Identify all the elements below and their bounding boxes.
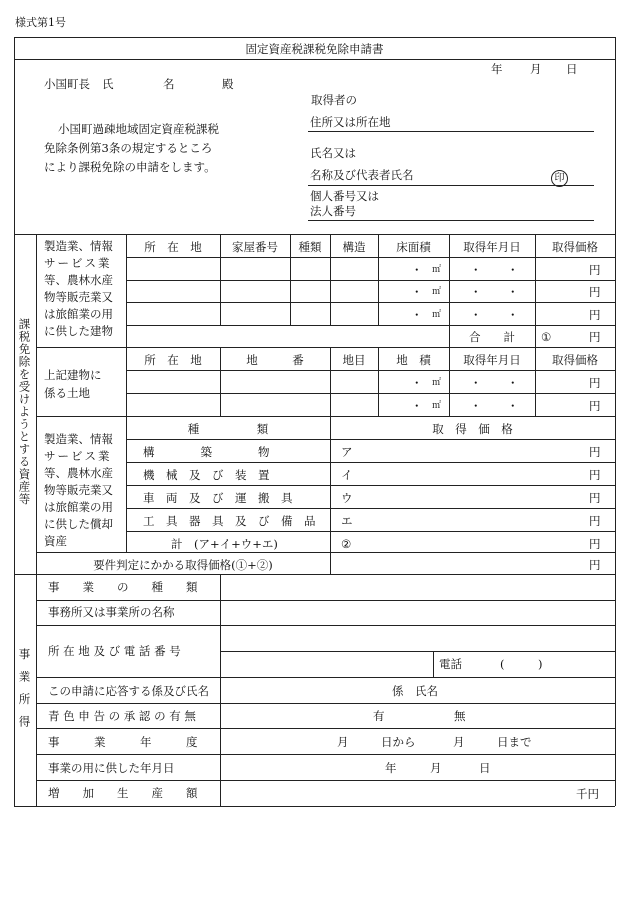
rule [433, 651, 434, 677]
date-year-label: 年 [491, 62, 503, 76]
use-date-year: 年 [385, 761, 397, 775]
yen-unit: 円 [589, 285, 601, 299]
date-dot: ・ [507, 376, 519, 390]
land-label-line: 上記建物に [44, 368, 102, 382]
yen-unit: 円 [589, 537, 601, 551]
asset-kind-mark: ウ [341, 491, 353, 505]
area-dot: ・ [411, 399, 423, 413]
business-row-label: 青 色 申 告 の 承 認 の 有 無 [48, 709, 196, 723]
building-header-structure: 構造 [342, 240, 366, 254]
date-day-label: 日 [566, 62, 578, 76]
rule [220, 347, 221, 416]
yen-unit: 円 [589, 558, 601, 572]
depreciable-total-label: 計 (ア+イ+ウ+エ) [171, 537, 278, 551]
land-label-line: 係る土地 [44, 386, 90, 400]
rule [14, 806, 615, 807]
phone-open-paren: ( [500, 657, 505, 671]
rule [14, 59, 615, 60]
area-unit: ㎡ [432, 401, 442, 411]
land-header-category: 地目 [342, 353, 366, 367]
date-dot: ・ [470, 308, 482, 322]
land-header-lot-number: 地 番 [246, 353, 304, 367]
depreciable-label-line: 物等販売業又 [44, 483, 113, 497]
rule [220, 651, 615, 652]
building-header-floor-area: 床面積 [396, 240, 431, 254]
yen-unit: 円 [589, 491, 601, 505]
contact-person-label: 係 氏名 [392, 684, 438, 698]
rule [36, 780, 615, 781]
form-title: 固定資産税課税免除申請書 [245, 42, 384, 56]
rule [126, 531, 615, 532]
fiscal-year-to-month: 月 [453, 735, 465, 749]
addressee-title: 小国町長 [44, 77, 90, 91]
increase-unit: 千円 [576, 787, 599, 801]
rule [126, 257, 615, 258]
rule [126, 370, 615, 371]
buildings-label-line: 等、農林水産 [44, 273, 113, 287]
fiscal-year-from-month: 月 [337, 735, 349, 749]
yen-unit: 円 [589, 399, 601, 413]
buildings-label-line: 製造業、情報 [44, 239, 113, 253]
rule [378, 347, 379, 416]
fiscal-year-from-day: 日から [381, 735, 416, 749]
rule [449, 234, 450, 347]
rule [36, 677, 615, 678]
date-dot: ・ [507, 308, 519, 322]
use-date-month: 月 [430, 761, 442, 775]
rule [126, 302, 615, 303]
acquirer-label: 取得者の [311, 93, 357, 107]
rule [126, 485, 615, 486]
depreciable-header-kind: 種 類 [187, 422, 269, 436]
yen-unit: 円 [589, 376, 601, 390]
seal-mark: 印 [551, 170, 568, 187]
area-dot: ・ [411, 263, 423, 277]
building-header-price: 取得価格 [552, 240, 598, 254]
area-unit: ㎡ [432, 378, 442, 388]
yen-unit: 円 [589, 263, 601, 277]
business-row-label: 増 加 生 産 額 [48, 786, 198, 800]
rule [126, 508, 615, 509]
yen-unit: 円 [589, 514, 601, 528]
addressee-mei: 名 [163, 77, 175, 91]
date-dot: ・ [470, 376, 482, 390]
date-dot: ・ [507, 399, 519, 413]
asset-kind-name: 構 築 物 [143, 445, 270, 459]
rule [126, 280, 615, 281]
rule [220, 234, 221, 325]
rule [36, 416, 615, 417]
assets-side-label: 課税免除を受けようとする資産等 [17, 318, 32, 506]
rule [220, 574, 221, 806]
body-text-line3: により課税免除の申請をします。 [44, 160, 216, 174]
asset-kind-name: 工 具 器 具 及 び 備 品 [143, 514, 316, 528]
date-dot: ・ [470, 263, 482, 277]
form-number: 様式第1号 [15, 16, 66, 29]
depreciable-header-price: 取 得 価 格 [432, 422, 513, 436]
approval-yes: 有 [373, 709, 385, 723]
address-label: 住所又は所在地 [310, 115, 391, 129]
phone-label: 電話 [439, 657, 462, 671]
business-row-label: 事 業 年 度 [48, 735, 198, 749]
business-row-label: 事 業 の 種 類 [48, 580, 198, 594]
date-dot: ・ [507, 285, 519, 299]
number-label-line2: 法人番号 [310, 204, 356, 218]
building-header-kind: 種類 [298, 240, 322, 254]
area-dot: ・ [411, 308, 423, 322]
body-text-line1: 小国町過疎地域固定資産税課税 [58, 122, 219, 136]
rule [126, 439, 615, 440]
building-header-location: 所 在 地 [144, 240, 202, 254]
name-label-line2: 名称及び代表者氏名 [310, 168, 414, 182]
fiscal-year-to-day: 日まで [497, 735, 532, 749]
asset-kind-mark: ア [341, 445, 353, 459]
rule [378, 234, 379, 325]
rule [308, 185, 594, 186]
yen-unit: 円 [589, 468, 601, 482]
rule [36, 754, 615, 755]
business-row-label: 事務所又は事業所の名称 [48, 605, 175, 619]
asset-kind-mark: イ [341, 468, 353, 482]
area-dot: ・ [411, 376, 423, 390]
business-row-label: 事業の用に供した年月日 [48, 761, 175, 775]
rule [290, 234, 291, 325]
area-unit: ㎡ [432, 287, 442, 297]
number-label-line1: 個人番号又は [310, 189, 379, 203]
business-income-side-label: 事業所得 [17, 648, 32, 738]
buildings-total-label: 合 計 [469, 330, 515, 344]
land-header-area: 地 積 [396, 353, 431, 367]
rule [126, 325, 615, 326]
addressee-shi: 氏 [102, 77, 114, 91]
yen-unit: 円 [589, 445, 601, 459]
rule [330, 234, 331, 325]
rule [14, 234, 615, 235]
yen-unit: 円 [589, 330, 601, 344]
depreciable-label-line: に供した償却 [44, 517, 113, 531]
depreciable-label-line: 製造業、情報 [44, 432, 113, 446]
yen-unit: 円 [589, 308, 601, 322]
rule [36, 574, 37, 806]
asset-kind-name: 機 械 及 び 装 置 [143, 468, 270, 482]
buildings-total-mark: ① [541, 330, 552, 344]
addressee-dono: 殿 [222, 77, 234, 91]
rule [36, 552, 615, 553]
rule [126, 462, 615, 463]
buildings-label-line: に供した建物 [44, 324, 113, 338]
rule [308, 220, 594, 221]
rule [36, 347, 615, 348]
depreciable-label-line: 等、農林水産 [44, 466, 113, 480]
use-date-day: 日 [479, 761, 491, 775]
rule [36, 728, 615, 729]
rule [449, 347, 450, 416]
rule [14, 37, 615, 38]
date-dot: ・ [470, 285, 482, 299]
rule [14, 37, 15, 806]
date-dot: ・ [470, 399, 482, 413]
land-header-location: 所 在 地 [144, 353, 202, 367]
phone-close-paren: ) [538, 657, 543, 671]
land-header-price: 取得価格 [552, 353, 598, 367]
rule [308, 131, 594, 132]
rule [14, 574, 615, 575]
body-text-line2: 免除条例第3条の規定するところ [44, 141, 213, 155]
building-header-acquired-date: 取得年月日 [463, 240, 521, 254]
buildings-label-line: サービス業 [44, 256, 112, 270]
asset-kind-mark: エ [341, 514, 353, 528]
rule [535, 234, 536, 347]
approval-no: 無 [454, 709, 466, 723]
business-row-label: この申請に応答する係及び氏名 [48, 684, 209, 698]
rule [330, 347, 331, 416]
name-label-line1: 氏名又は [310, 146, 356, 160]
rule [615, 37, 616, 806]
rule [36, 600, 615, 601]
buildings-label-line: 物等販売業又 [44, 290, 113, 304]
depreciable-label-line: 資産 [44, 534, 67, 548]
business-row-label: 所 在 地 及 び 電 話 番 号 [48, 644, 181, 658]
area-dot: ・ [411, 285, 423, 299]
area-unit: ㎡ [432, 310, 442, 320]
depreciable-label-line: サービス業 [44, 449, 112, 463]
rule [535, 347, 536, 416]
depreciable-total-mark: ② [341, 537, 352, 551]
asset-kind-name: 車 両 及 び 運 搬 具 [143, 491, 293, 505]
date-month-label: 月 [530, 62, 542, 76]
depreciable-label-line: は旅館業の用 [44, 500, 113, 514]
land-header-acquired-date: 取得年月日 [463, 353, 521, 367]
rule [36, 703, 615, 704]
rule [36, 234, 37, 574]
date-dot: ・ [507, 263, 519, 277]
rule [330, 416, 331, 574]
building-header-house-number: 家屋番号 [232, 240, 278, 254]
area-unit: ㎡ [432, 265, 442, 275]
requirement-price-label: 要件判定にかかる取得価格(①+②) [93, 558, 273, 572]
buildings-label-line: は旅館業の用 [44, 307, 113, 321]
rule [126, 393, 615, 394]
rule [36, 625, 615, 626]
